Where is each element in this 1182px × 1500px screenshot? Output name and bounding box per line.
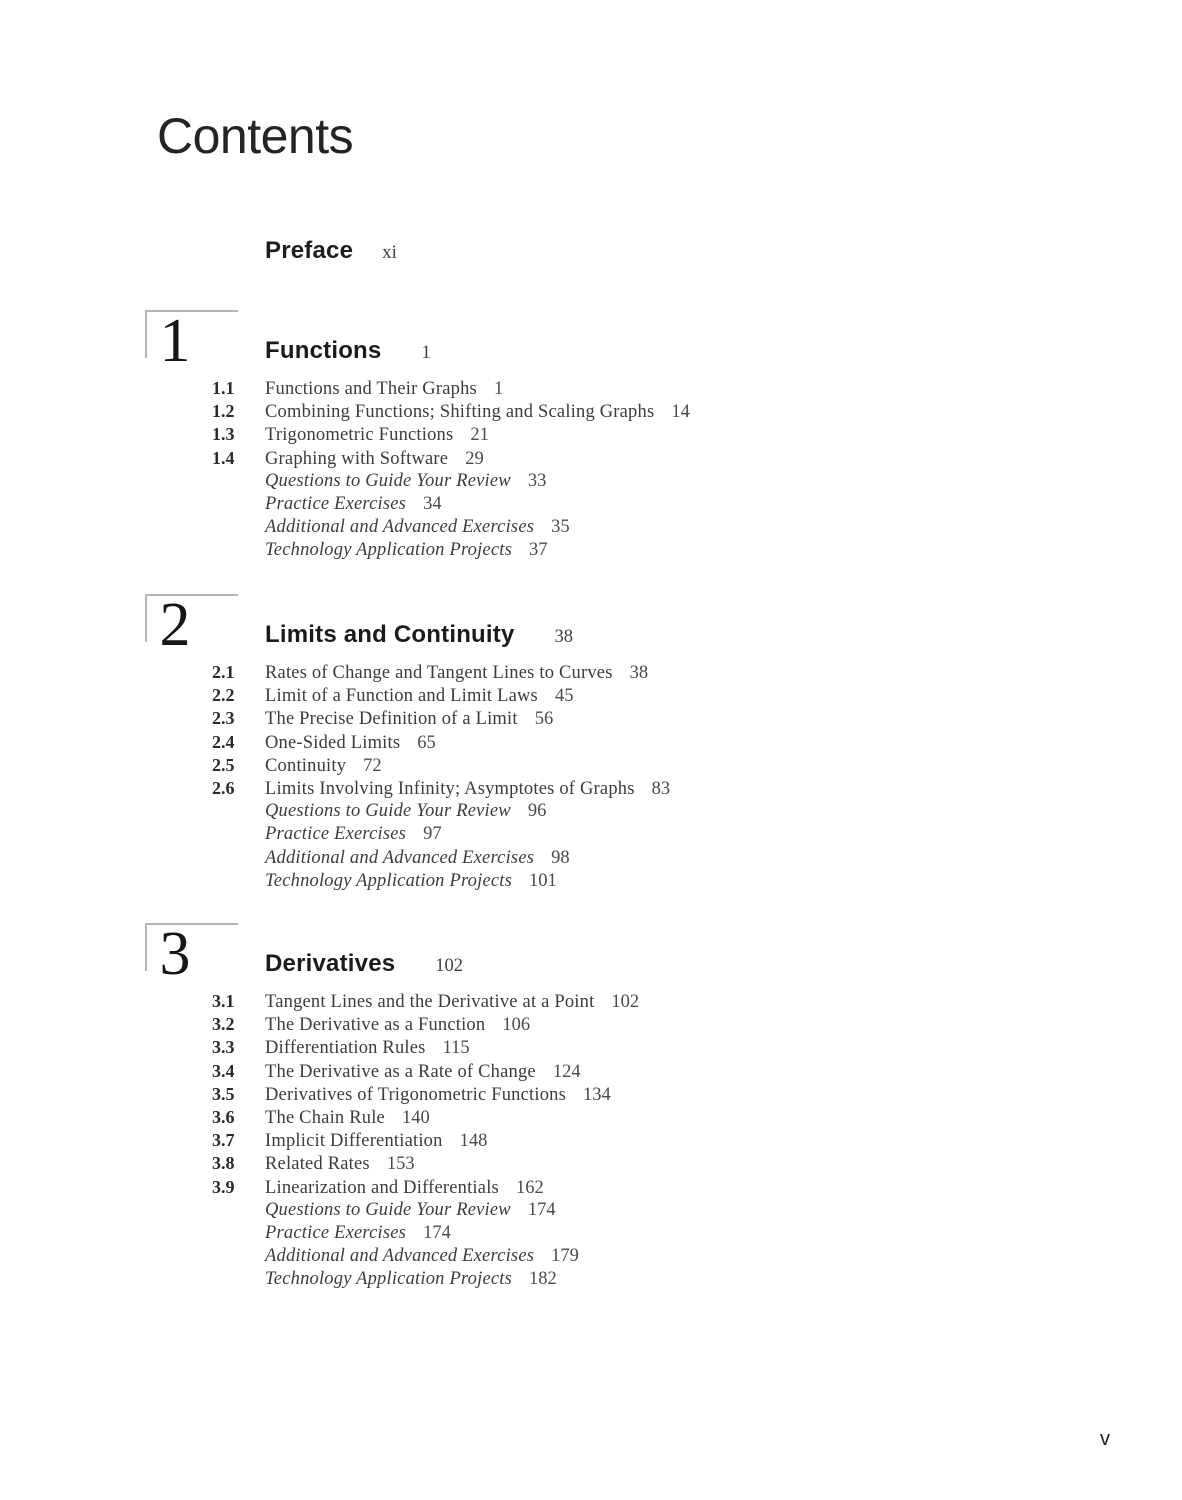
chapter-number: 1 [159, 307, 191, 375]
section-number: 1.3 [212, 424, 235, 445]
section-page-number: 98 [551, 847, 570, 868]
chapter-title: Limits and Continuity [265, 621, 515, 648]
chapter-number: 3 [159, 920, 191, 988]
toc-entry [212, 847, 1112, 870]
section-title: The Derivative as a Function [265, 1015, 486, 1036]
section-number: 2.5 [212, 754, 235, 775]
preface-page-number: xi [382, 242, 397, 263]
toc-entry [212, 1060, 1112, 1083]
review-title: Additional and Advanced Exercises [265, 517, 535, 538]
toc-entry [212, 754, 1112, 777]
toc-entry [212, 400, 1112, 423]
section-number: 3.8 [212, 1153, 235, 1174]
review-title: Practice Exercises [265, 1222, 407, 1243]
review-title: Practice Exercises [265, 824, 407, 845]
section-title: Limits Involving Infinity; Asymptotes of Graphs [265, 778, 635, 799]
page-title: Contents [157, 108, 354, 164]
section-number: 3.4 [212, 1060, 235, 1081]
section-page-number: 182 [529, 1269, 557, 1290]
section-number: 1.1 [212, 378, 235, 398]
section-title: Functions and Their Graphs [265, 379, 477, 399]
review-title: Technology Application Projects [265, 1269, 513, 1290]
section-title: Related Rates [265, 1154, 370, 1175]
toc-entry [212, 377, 1112, 400]
toc-entry [212, 447, 1112, 470]
section-number: 2.1 [212, 662, 235, 682]
section-title: Tangent Lines and the Derivative at a Point [265, 992, 595, 1012]
review-title: Additional and Advanced Exercises [265, 1246, 535, 1267]
section-number: 3.9 [212, 1176, 235, 1197]
section-page-number: 45 [554, 686, 574, 707]
section-page-number: 140 [401, 1107, 430, 1128]
section-page-number: 38 [629, 663, 649, 683]
toc-entry [212, 539, 1112, 562]
toc-entry [212, 1129, 1112, 1152]
toc-entry [212, 1083, 1112, 1106]
preface-entry [265, 237, 397, 265]
section-number: 3.7 [212, 1130, 235, 1151]
section-title: Trigonometric Functions [265, 425, 454, 446]
toc-entry [212, 684, 1112, 707]
section-page-number: 21 [470, 425, 489, 446]
review-title: Technology Application Projects [265, 540, 513, 561]
section-number: 3.1 [212, 991, 235, 1011]
section-title: The Chain Rule [265, 1107, 385, 1128]
section-page-number: 106 [502, 1015, 531, 1036]
toc-entry [212, 1106, 1112, 1129]
section-list [212, 661, 1112, 893]
section-page-number: 33 [527, 470, 547, 491]
section-number: 3.2 [212, 1014, 235, 1035]
section-page-number: 97 [423, 824, 442, 845]
chapter-heading [265, 621, 573, 649]
section-page-number: 179 [551, 1246, 579, 1267]
section-page-number: 1 [493, 379, 504, 399]
toc-entry [212, 870, 1112, 893]
section-title: Graphing with Software [265, 448, 449, 469]
review-title: Questions to Guide Your Review [265, 470, 511, 491]
section-number: 2.2 [212, 685, 235, 706]
toc-entry [212, 1152, 1112, 1175]
section-page-number: 134 [583, 1084, 611, 1105]
section-page-number: 153 [386, 1154, 415, 1175]
section-page-number: 102 [611, 992, 640, 1012]
toc-entry [212, 800, 1112, 823]
review-title: Practice Exercises [265, 493, 407, 514]
section-number: 3.6 [212, 1106, 235, 1127]
toc-entry [212, 1199, 1112, 1222]
section-page-number: 14 [671, 402, 690, 423]
chapter-page-number: 38 [554, 627, 574, 647]
chapter-heading [265, 337, 431, 365]
toc-entry [212, 493, 1112, 516]
toc-entry [212, 516, 1112, 539]
folio-page-number: v [1100, 1428, 1110, 1450]
section-number: 2.3 [212, 708, 235, 729]
section-title: Limit of a Function and Limit Laws [265, 686, 538, 707]
chapter-heading [265, 950, 463, 978]
section-page-number: 65 [417, 732, 436, 753]
toc-entry [212, 661, 1112, 684]
toc-entry [212, 990, 1112, 1013]
section-page-number: 115 [442, 1038, 470, 1059]
toc-entry [212, 777, 1112, 800]
section-title: Derivatives of Trigonometric Functions [265, 1084, 567, 1105]
review-title: Additional and Advanced Exercises [265, 847, 535, 868]
section-number: 2.4 [212, 731, 235, 752]
section-title: Continuity [265, 755, 347, 776]
toc-entry [212, 1176, 1112, 1199]
section-number: 3.3 [212, 1037, 235, 1058]
section-page-number: 174 [527, 1199, 556, 1220]
section-page-number: 174 [423, 1222, 451, 1243]
section-title: One-Sided Limits [265, 732, 401, 753]
section-page-number: 124 [552, 1061, 581, 1082]
section-page-number: 101 [529, 870, 557, 891]
toc-entry [212, 1245, 1112, 1268]
section-page-number: 56 [534, 709, 554, 730]
section-page-number: 35 [551, 517, 570, 538]
section-number: 1.4 [212, 447, 235, 468]
toc-entry [212, 423, 1112, 446]
section-number: 2.6 [212, 777, 235, 798]
section-title: The Derivative as a Rate of Change [265, 1061, 536, 1082]
section-page-number: 148 [459, 1131, 488, 1152]
toc-entry [212, 731, 1112, 754]
section-list [212, 377, 1112, 563]
chapter-number: 2 [159, 591, 191, 659]
toc-entry [212, 470, 1112, 493]
chapter-title: Functions [265, 337, 382, 364]
section-page-number: 34 [423, 493, 442, 514]
toc-entry [212, 1222, 1112, 1245]
section-title: Combining Functions; Shifting and Scaling Graphs [265, 402, 655, 423]
section-page-number: 83 [651, 778, 671, 799]
section-page-number: 162 [515, 1177, 544, 1198]
section-number: 1.2 [212, 401, 235, 422]
section-page-number: 37 [529, 540, 548, 561]
section-title: Differentiation Rules [265, 1038, 426, 1059]
toc-entry [212, 1036, 1112, 1059]
review-title: Questions to Guide Your Review [265, 1199, 511, 1220]
chapter-page-number: 102 [435, 956, 464, 976]
section-page-number: 29 [465, 448, 484, 469]
section-page-number: 72 [363, 755, 382, 776]
preface-label: Preface [265, 237, 354, 264]
chapter-title: Derivatives [265, 950, 396, 977]
review-title: Technology Application Projects [265, 870, 513, 891]
section-number: 3.5 [212, 1083, 235, 1104]
toc-entry [212, 707, 1112, 730]
section-list [212, 990, 1112, 1291]
section-title: Implicit Differentiation [265, 1131, 443, 1152]
chapter-page-number: 1 [421, 343, 431, 363]
toc-entry [212, 1013, 1112, 1036]
section-title: Rates of Change and Tangent Lines to Curves [265, 663, 613, 683]
review-title: Questions to Guide Your Review [265, 801, 511, 822]
toc-entry [212, 823, 1112, 846]
section-title: Linearization and Differentials [265, 1177, 499, 1198]
toc-entry [212, 1268, 1112, 1291]
section-title: The Precise Definition of a Limit [265, 709, 518, 730]
section-page-number: 96 [527, 801, 547, 822]
